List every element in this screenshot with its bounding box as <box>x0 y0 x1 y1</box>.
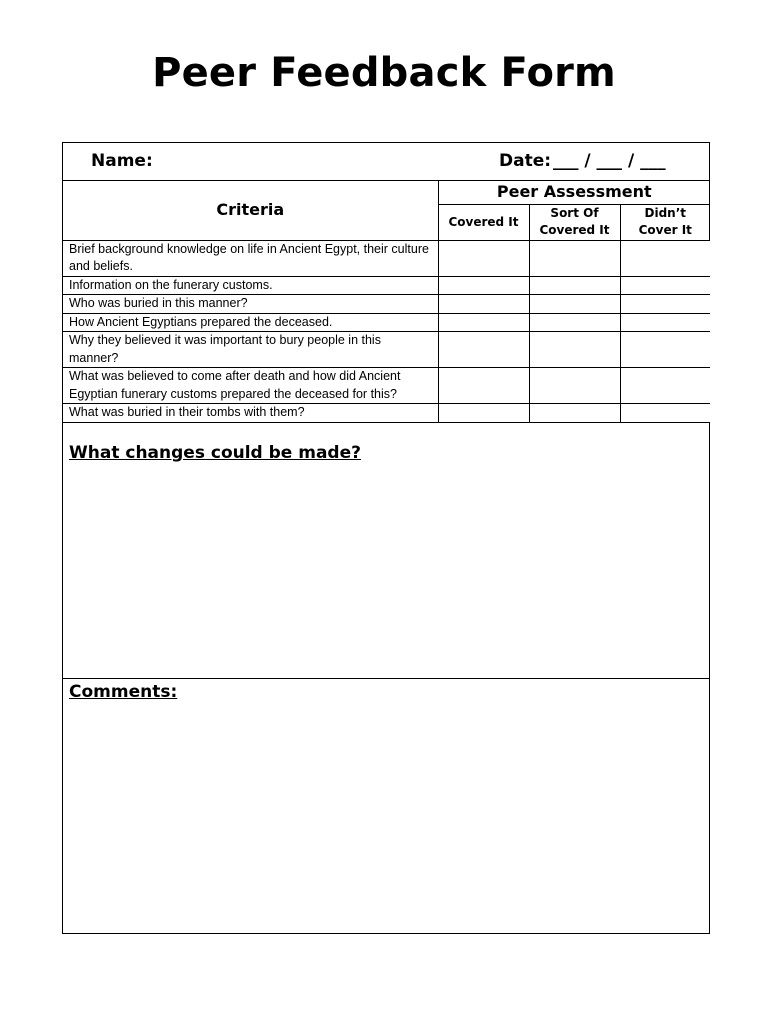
covered-it-cell[interactable] <box>438 332 529 368</box>
sort-of-covered-it-cell[interactable] <box>529 240 620 276</box>
table-row <box>63 404 710 423</box>
table-row <box>63 295 710 314</box>
didnt-cover-it-cell[interactable] <box>620 368 710 404</box>
didnt-cover-it-cell[interactable] <box>620 240 710 276</box>
column-header-sort-of-covered-it <box>529 204 620 240</box>
didnt-cover-it-cell[interactable] <box>620 404 710 423</box>
didnt-cover-it-cell[interactable] <box>620 332 710 368</box>
criteria-header: Criteria <box>63 180 438 240</box>
table-row <box>63 313 710 332</box>
sort-of-covered-it-cell[interactable] <box>529 276 620 295</box>
criterion-text: Information on the funerary customs. <box>63 276 438 295</box>
page-title: Peer Feedback Form <box>152 50 616 96</box>
table-row <box>63 240 710 276</box>
date-blanks[interactable]: ___ / ___ / ___ <box>553 151 666 171</box>
didnt-cover-it-cell[interactable] <box>620 295 710 314</box>
peer-assessment-header: Peer Assessment <box>438 180 710 204</box>
form-frame <box>62 142 710 934</box>
criteria-table <box>63 180 710 423</box>
column-header-didnt-cover-it <box>620 204 710 240</box>
column-header-didnt-line-2: Cover It <box>638 223 692 237</box>
column-header-sort-of-line-1: Sort Of <box>550 206 599 220</box>
criterion-text: Brief background knowledge on life in Ancient Egypt, their culture and beliefs. <box>63 240 438 276</box>
sort-of-covered-it-cell[interactable] <box>529 313 620 332</box>
changes-section[interactable] <box>63 440 709 679</box>
covered-it-cell[interactable] <box>438 404 529 423</box>
table-row <box>63 368 710 404</box>
covered-it-cell[interactable] <box>438 240 529 276</box>
criterion-text: What was believed to come after death and how did Ancient Egyptian funerary customs prepared the deceased for this? <box>63 368 438 404</box>
column-header-sort-of-line-2: Covered It <box>539 223 610 237</box>
criterion-text: What was buried in their tombs with them? <box>63 404 438 423</box>
column-header-didnt-line-1: Didn’t <box>644 206 687 220</box>
name-date-row <box>63 143 709 181</box>
name-label: Name: <box>91 151 153 171</box>
sort-of-covered-it-cell[interactable] <box>529 368 620 404</box>
covered-it-cell[interactable] <box>438 276 529 295</box>
sort-of-covered-it-cell[interactable] <box>529 404 620 423</box>
criterion-text: Why they believed it was important to bury people in this manner? <box>63 332 438 368</box>
didnt-cover-it-cell[interactable] <box>620 313 710 332</box>
table-row <box>63 332 710 368</box>
table-row <box>63 276 710 295</box>
column-header-covered-it <box>438 204 529 240</box>
column-header-covered-it-line-1: Covered It <box>448 214 519 229</box>
criterion-text: How Ancient Egyptians prepared the deceased. <box>63 313 438 332</box>
changes-label: What changes could be made? <box>69 443 361 463</box>
covered-it-cell[interactable] <box>438 313 529 332</box>
date-label: Date: <box>499 151 552 171</box>
sort-of-covered-it-cell[interactable] <box>529 332 620 368</box>
didnt-cover-it-cell[interactable] <box>620 276 710 295</box>
comments-section[interactable] <box>63 679 709 933</box>
comments-label: Comments: <box>69 682 178 702</box>
criterion-text: Who was buried in this manner? <box>63 295 438 314</box>
covered-it-cell[interactable] <box>438 295 529 314</box>
covered-it-cell[interactable] <box>438 368 529 404</box>
sort-of-covered-it-cell[interactable] <box>529 295 620 314</box>
